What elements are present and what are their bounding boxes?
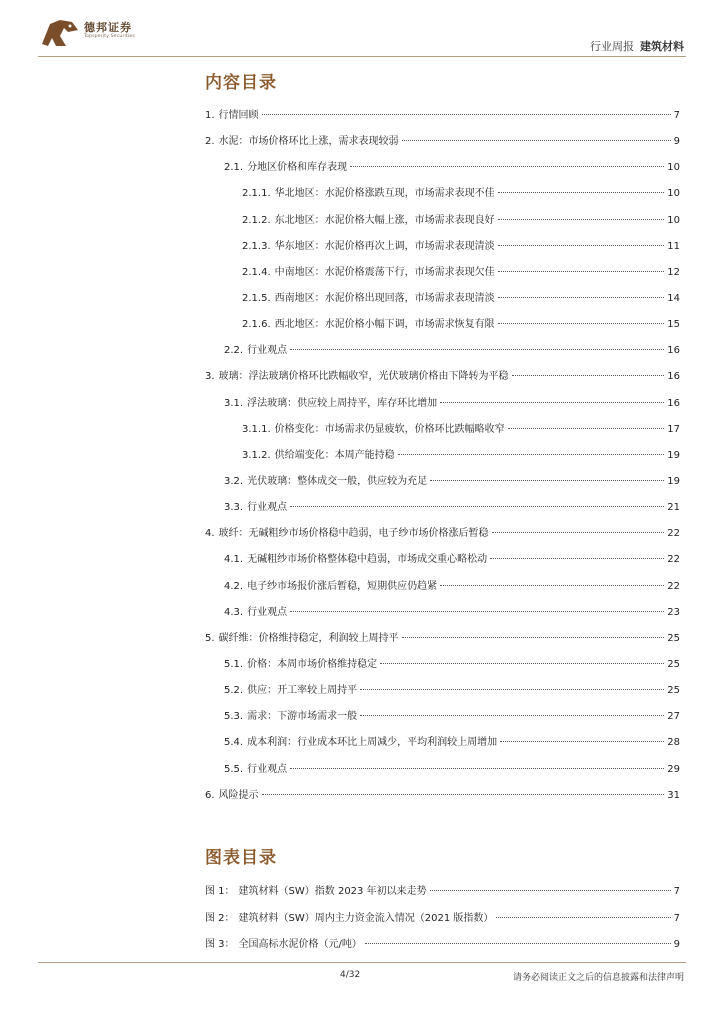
toc-leader-dots [350, 166, 664, 167]
legal-disclaimer: 请务必阅读正文之后的信息披露和法律声明 [512, 973, 684, 983]
toc-entry-page: 21 [667, 502, 680, 513]
toc-entry[interactable] [242, 420, 680, 436]
toc-entry-page: 16 [667, 371, 680, 382]
toc-entry-page: 19 [667, 450, 680, 461]
toc-entry-page: 28 [667, 737, 680, 748]
toc-entry-title: 供给端变化：本周产能持稳 [274, 450, 395, 461]
toc-entry[interactable] [205, 106, 680, 122]
toc-leader-dots [262, 794, 665, 795]
header-divider [38, 56, 686, 57]
toc-entry-title: 浮法玻璃：供应较上周持平，库存环比增加 [247, 398, 438, 409]
toc-entry-title: 中南地区：水泥价格震荡下行，市场需求表现欠佳 [274, 267, 495, 278]
toc-entry-page: 16 [667, 345, 680, 356]
toc-entry-number: 5.5. [224, 764, 244, 775]
report-header-tags [590, 38, 684, 54]
toc-entry[interactable] [205, 524, 680, 540]
toc-leader-dots [498, 323, 665, 324]
toc-entry-number: 4.2. [224, 581, 244, 592]
toc-entry[interactable] [205, 629, 680, 645]
toc-leader-dots [498, 192, 665, 193]
toc-entry-title: 玻纤：无碱粗纱市场价格稳中趋弱，电子纱市场价格涨后暂稳 [218, 528, 489, 539]
toc-entry[interactable] [224, 550, 680, 566]
toc-entry-title: 华北地区：水泥价格涨跌互现，市场需求表现不佳 [274, 188, 495, 199]
toc-entry-page: 10 [667, 162, 680, 173]
toc-entry-number: 2.1.4. [242, 267, 271, 278]
toc-entry[interactable] [242, 211, 680, 227]
toc-entry-title: 西北地区：水泥价格小幅下调，市场需求恢复有限 [274, 319, 495, 330]
toc-entry-number: 2.1.3. [242, 241, 271, 252]
toc-leader-dots [498, 219, 665, 220]
toc-entry[interactable] [224, 394, 680, 410]
toc-entry-page: 7 [673, 110, 680, 121]
toc-entry[interactable] [205, 786, 680, 802]
toc-entry-number: 3.1.1. [242, 424, 271, 435]
toc-entry-title: 建筑材料（SW）指数 2023 年初以来走势 [238, 886, 427, 897]
toc-entry[interactable] [205, 367, 680, 383]
toc-leader-dots [402, 637, 665, 638]
toc-entry[interactable] [242, 237, 680, 253]
report-type: 行业周报 [590, 40, 634, 53]
toc-leader-dots [290, 768, 664, 769]
toc-entry[interactable] [242, 184, 680, 200]
toc-entry-number: 5.4. [224, 737, 244, 748]
toc-entry[interactable] [224, 760, 680, 776]
toc-entry[interactable] [224, 577, 680, 593]
report-category: 建筑材料 [640, 40, 684, 53]
toc-entry[interactable] [242, 289, 680, 305]
toc-entry-number: 3.1.2. [242, 450, 271, 461]
toc-entry-page: 29 [667, 764, 680, 775]
toc-entry-page: 27 [667, 711, 680, 722]
toc-entry[interactable] [224, 603, 680, 619]
toc-entry-page: 22 [667, 581, 680, 592]
toc-entry-title: 光伏玻璃：整体成交一般，供应较为充足 [247, 476, 428, 487]
toc-entry-number: 5.2. [224, 685, 244, 696]
toc-leader-dots [360, 715, 664, 716]
footer-divider [38, 962, 686, 963]
toc-entry[interactable] [205, 882, 680, 898]
toc-entry-title: 玻璃：浮法玻璃价格环比跌幅收窄，光伏玻璃价格由下降转为平稳 [218, 371, 509, 382]
toc-entry-page: 15 [667, 319, 680, 330]
toc-entry-page: 9 [673, 136, 680, 147]
toc-entry-title: 全国高标水泥价格（元/吨） [238, 939, 362, 950]
toc-entry-title: 电子纱市场报价涨后暂稳，短期供应仍趋紧 [247, 581, 438, 592]
toc-entry[interactable] [224, 655, 680, 671]
toc-leader-dots [262, 114, 671, 115]
toc-title: 内容目录 [205, 73, 277, 93]
toc-entry[interactable] [224, 681, 680, 697]
toc-entry-title: 华东地区：水泥价格再次上调，市场需求表现清淡 [274, 241, 495, 252]
toc-leader-dots [498, 245, 665, 246]
toc-entry-title: 分地区价格和库存表现 [247, 162, 348, 173]
brand-name: 德邦证券 [84, 21, 132, 34]
toc-entry-page: 25 [667, 685, 680, 696]
toc-leader-dots [430, 480, 664, 481]
toc-leader-dots [508, 428, 665, 429]
toc-entry-title: 风险提示 [218, 790, 259, 801]
toc-entry-page: 25 [667, 633, 680, 644]
toc-entry-title: 建筑材料（SW）周内主力资金流入情况（2021 版指数） [238, 913, 494, 924]
toc-leader-dots [360, 689, 664, 690]
toc-entry-number: 3.1. [224, 398, 244, 409]
toc-leader-dots [290, 349, 664, 350]
toc-leader-dots [512, 375, 665, 376]
toc-entry[interactable] [224, 341, 680, 357]
toc-entry-title: 供应：开工率较上周持平 [247, 685, 358, 696]
toc-entry-page: 31 [667, 790, 680, 801]
toc-entry-page: 9 [673, 939, 680, 950]
toc-entry-title: 成本利润：行业成本环比上周减少，平均利润较上周增加 [247, 737, 498, 748]
toc-entry-title: 东北地区：水泥价格大幅上涨，市场需求表现良好 [274, 215, 495, 226]
toc-entry-title: 碳纤维：价格维持稳定，利润较上周持平 [218, 633, 399, 644]
toc-entry-page: 23 [667, 607, 680, 618]
toc-entry-title: 水泥：市场价格环比上涨，需求表现较弱 [218, 136, 399, 147]
toc-entry-page: 7 [673, 913, 680, 924]
toc-entry-page: 7 [673, 886, 680, 897]
toc-entry[interactable] [224, 498, 680, 514]
toc-entry-title: 需求：下游市场需求一般 [247, 711, 358, 722]
figures-title: 图表目录 [205, 848, 277, 868]
toc-entry-title: 行业观点 [247, 764, 288, 775]
toc-entry[interactable] [224, 733, 680, 749]
toc-entry-number: 2. [205, 136, 215, 147]
toc-entry-number: 4.3. [224, 607, 244, 618]
toc-entry[interactable] [242, 446, 680, 462]
toc-leader-dots [380, 663, 664, 664]
toc-leader-dots [365, 943, 671, 944]
toc-entry-number: 2.1. [224, 162, 244, 173]
toc-entry-page: 10 [667, 215, 680, 226]
toc-entry-number: 2.1.1. [242, 188, 271, 199]
toc-entry-number: 4.1. [224, 554, 244, 565]
toc-leader-dots [440, 585, 664, 586]
toc-entry[interactable] [224, 472, 680, 488]
toc-entry-page: 16 [667, 398, 680, 409]
toc-entry-number: 5.1. [224, 659, 244, 670]
toc-entry-number: 6. [205, 790, 215, 801]
toc-entry-number: 2.2. [224, 345, 244, 356]
toc-entry[interactable] [205, 935, 680, 951]
toc-leader-dots [498, 271, 665, 272]
toc-leader-dots [500, 741, 664, 742]
toc-entry-title: 行业观点 [247, 502, 288, 513]
toc-leader-dots [398, 454, 665, 455]
toc-entry-page: 12 [667, 267, 680, 278]
toc-leader-dots [496, 917, 670, 918]
toc-entry-number: 2.1.5. [242, 293, 271, 304]
toc-leader-dots [290, 506, 664, 507]
toc-entry[interactable] [224, 158, 680, 174]
toc-entry-title: 价格变化：市场需求仍显疲软，价格环比跌幅略收窄 [274, 424, 505, 435]
toc-entry-number: 5. [205, 633, 215, 644]
toc-entry-number: 图 2： [205, 913, 235, 924]
toc-entry-title: 行情回顾 [218, 110, 259, 121]
toc-entry-number: 4. [205, 528, 215, 539]
toc-entry-page: 25 [667, 659, 680, 670]
toc-leader-dots [492, 532, 665, 533]
toc-entry-number: 图 3： [205, 939, 235, 950]
toc-entry-page: 10 [667, 188, 680, 199]
toc-entry-page: 17 [667, 424, 680, 435]
page-number: 4/32 [340, 970, 361, 980]
toc-entry-page: 22 [667, 528, 680, 539]
toc-leader-dots [290, 611, 664, 612]
toc-entry[interactable] [205, 909, 680, 925]
brand-logo-icon [38, 14, 82, 52]
toc-leader-dots [402, 140, 671, 141]
toc-entry[interactable] [205, 132, 680, 148]
toc-entry-number: 3. [205, 371, 215, 382]
toc-leader-dots [490, 558, 664, 559]
toc-entry-number: 3.2. [224, 476, 244, 487]
toc-leader-dots [498, 297, 665, 298]
toc-entry-number: 图 1： [205, 886, 235, 897]
toc-entry-title: 行业观点 [247, 607, 288, 618]
toc-entry-title: 行业观点 [247, 345, 288, 356]
toc-leader-dots [430, 890, 671, 891]
toc-entry[interactable] [224, 707, 680, 723]
toc-entry[interactable] [242, 315, 680, 331]
brand-subtitle: Topsperity Securities [84, 34, 135, 39]
toc-entry-number: 1. [205, 110, 215, 121]
toc-entry-number: 3.3. [224, 502, 244, 513]
toc-entry[interactable] [242, 263, 680, 279]
toc-entry-number: 2.1.6. [242, 319, 271, 330]
toc-entry-number: 5.3. [224, 711, 244, 722]
toc-entry-title: 西南地区：水泥价格出现回落，市场需求表现清淡 [274, 293, 495, 304]
toc-leader-dots [440, 402, 664, 403]
toc-entry-title: 无碱粗纱市场价格整体稳中趋弱，市场成交重心略松动 [247, 554, 488, 565]
toc-entry-title: 价格：本周市场价格维持稳定 [247, 659, 378, 670]
toc-entry-page: 14 [667, 293, 680, 304]
toc-entry-page: 22 [667, 554, 680, 565]
toc-entry-number: 2.1.2. [242, 215, 271, 226]
toc-entry-page: 11 [667, 241, 680, 252]
toc-entry-page: 19 [667, 476, 680, 487]
